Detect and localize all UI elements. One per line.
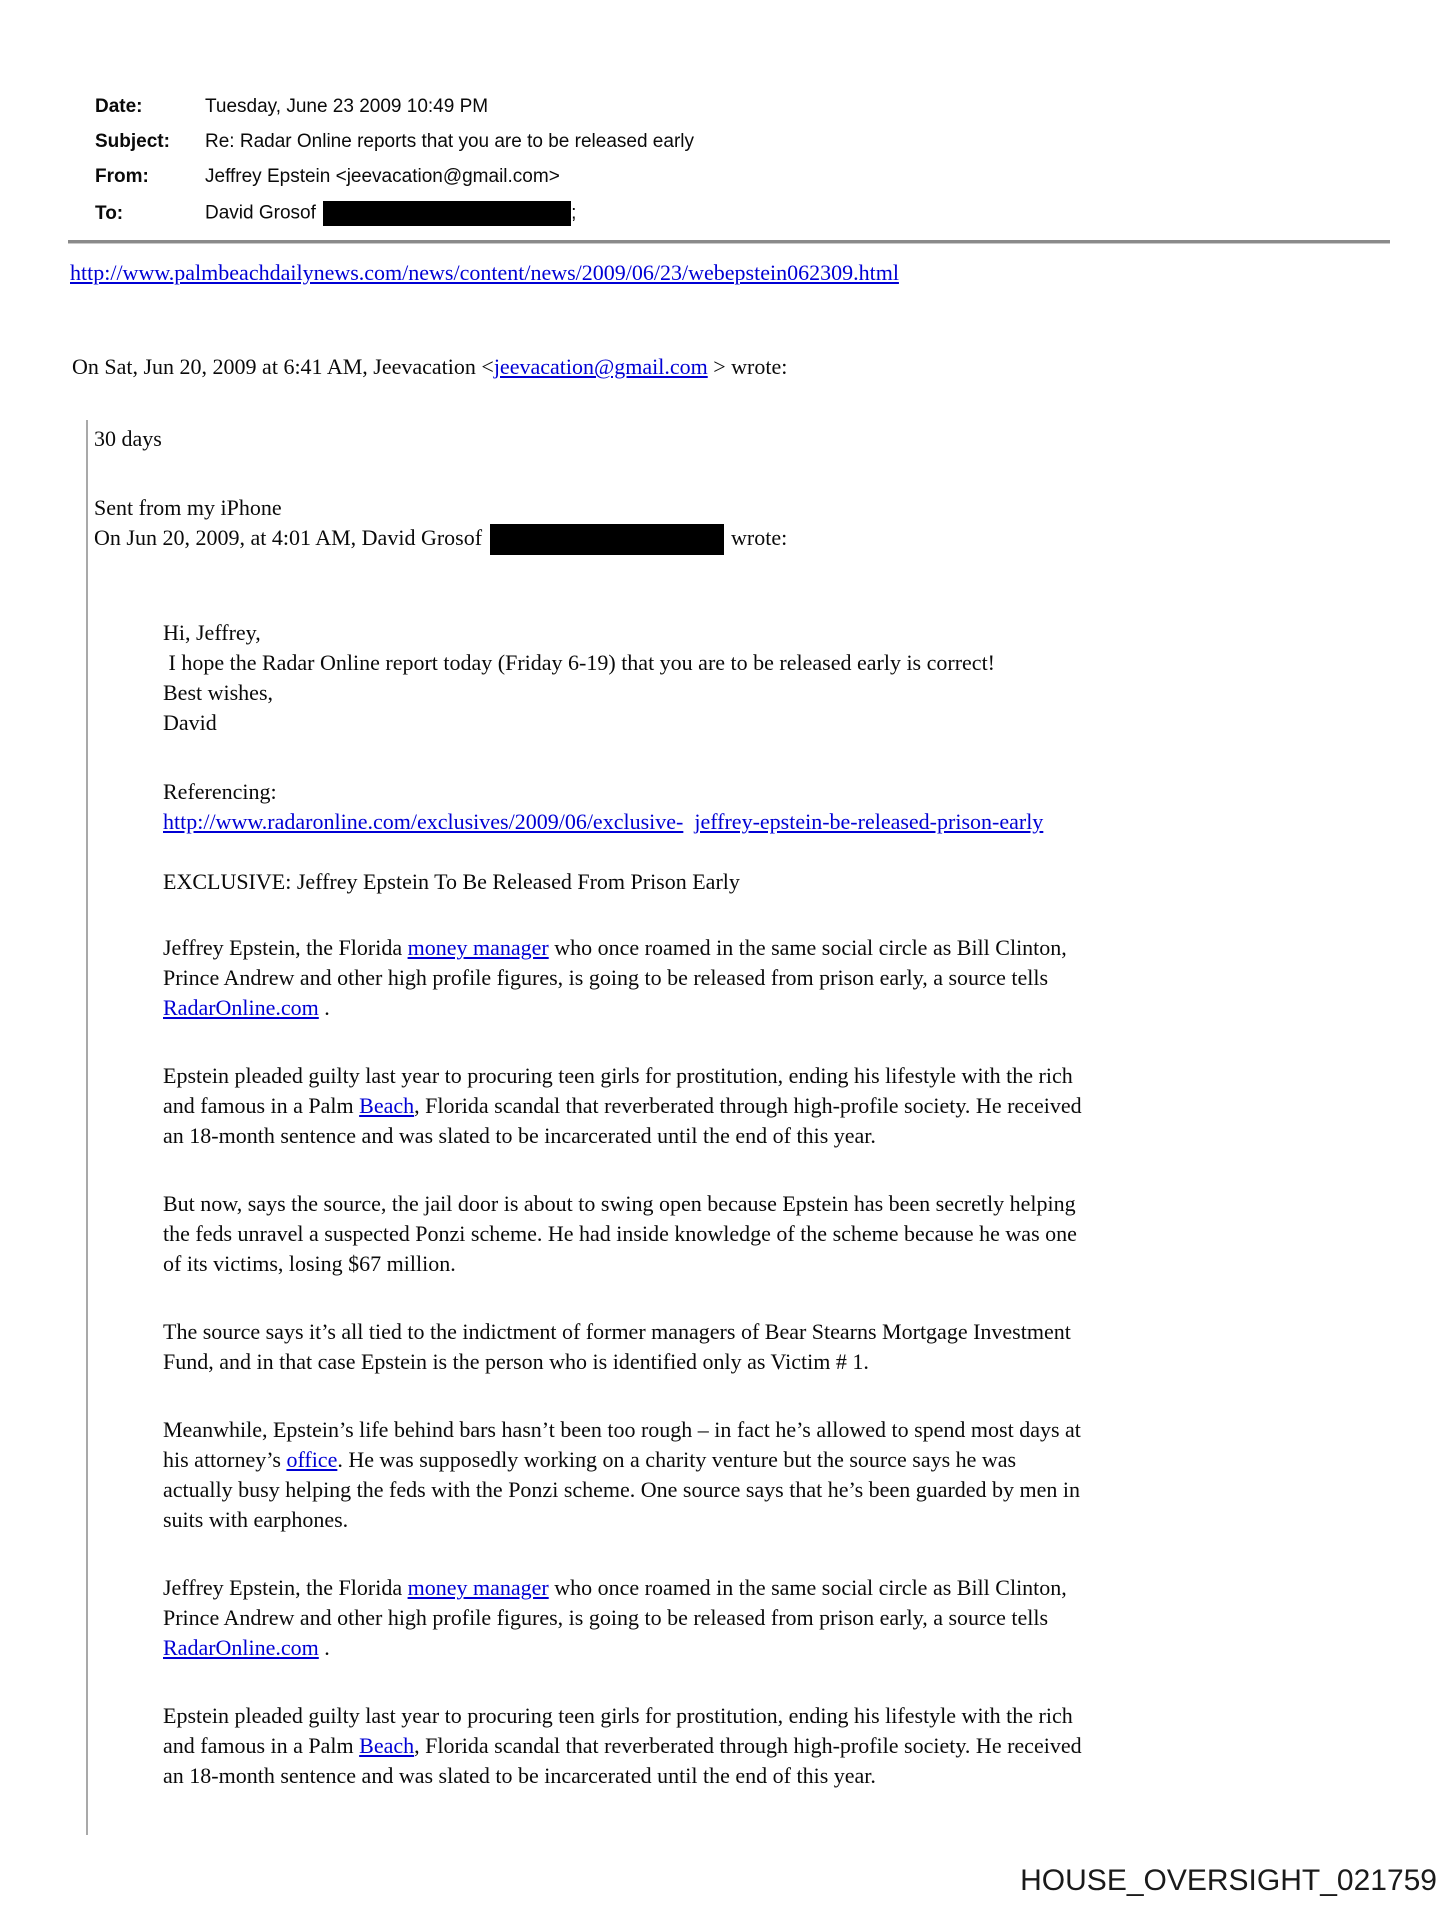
article-paragraph: But now, says the source, the jail door is about to swing open because Epstein has been secretly helping the feds unravel a suspected Ponzi scheme. He had inside knowledge of the scheme because he was one of its victims, losing $67 million. — [163, 1191, 1077, 1277]
redaction-bar — [323, 201, 571, 226]
hyperlink[interactable]: Beach — [359, 1093, 415, 1119]
article-paragraph: Jeffrey Epstein, the Florida money manager who once roamed in the same social circle as Bill Clinton, Prince Andrew and other high profile figures, is going to be released from prison early, a source tells RadarOnline.com . — [163, 935, 1067, 1021]
hyperlink[interactable]: RadarOnline.com — [163, 1635, 319, 1661]
header-field-to — [95, 201, 694, 226]
palmbeach-article-link[interactable]: http://www.palmbeachdailynews.com/news/content/news/2009/06/23/webepstein062309.html — [70, 260, 899, 285]
article-link-line — [70, 258, 899, 288]
redaction-bar — [490, 524, 724, 555]
subject-value: Re: Radar Online reports that you are to be released early — [205, 131, 694, 152]
hyperlink[interactable]: money manager — [407, 935, 549, 961]
article-paragraph: Meanwhile, Epstein’s life behind bars hasn’t been too rough – in fact he’s allowed to spend most days at his attorney’s office. He was supposedly working on a charity venture but the source says he was actually busy helping the feds with the Ponzi scheme. One source says that he’s been guarded by men in suits with earphones. — [163, 1417, 1081, 1533]
quoted-reply — [86, 420, 1254, 1835]
inner-wrote-line: On Jun 20, 2009, at 4:01 AM, David Grosof wrote: — [94, 523, 1254, 555]
article-body — [163, 933, 1223, 1791]
article-headline: EXCLUSIVE: Jeffrey Epstein To Be Released From Prison Early — [163, 869, 740, 895]
iphone-signature: Sent from my iPhone — [94, 495, 282, 520]
to-value — [205, 201, 576, 226]
article-paragraph: Epstein pleaded guilty last year to procuring teen girls for prostitution, ending his lifestyle with the rich and famous in a Palm Beach, Florida scandal that reverberated through high-profile society. He received an 18-month sentence and was slated to be incarcerated until the end of this year. — [163, 1703, 1082, 1789]
to-label: To: — [95, 203, 124, 224]
header-divider — [68, 240, 1390, 244]
reply-text: 30 days — [94, 426, 162, 451]
hyperlink[interactable]: http://www.radaronline.com/exclusives/2009/06/exclusive- — [163, 809, 684, 835]
hyperlink[interactable]: jeffrey-epstein-be-released-prison-early — [694, 809, 1044, 835]
header-field-date — [95, 96, 694, 117]
from-value: Jeffrey Epstein <jeevacation@gmail.com> — [205, 166, 560, 187]
to-recipient-name: David Grosof — [205, 202, 322, 224]
referencing-block: Referencing: http://www.radaronline.com/exclusives/2009/06/exclusive- jeffrey-epstein-be-released-prison-early — [163, 779, 1044, 835]
date-value: Tuesday, June 23 2009 10:49 PM — [205, 96, 489, 117]
forwarded-message — [163, 618, 1223, 1791]
bates-number: HOUSE_OVERSIGHT_021759 — [1020, 1864, 1437, 1897]
subject-label: Subject: — [95, 131, 170, 152]
hyperlink[interactable]: RadarOnline.com — [163, 995, 319, 1021]
greeting-block: Hi, Jeffrey, I hope the Radar Online report today (Friday 6-19) that you are to be released early is correct! Best wishes, David — [163, 620, 996, 736]
wrote-line: On Sat, Jun 20, 2009 at 6:41 AM, Jeevacation <jeevacation@gmail.com > wrote: — [72, 354, 788, 379]
date-label: Date: — [95, 96, 143, 117]
header-field-from — [95, 166, 694, 187]
article-paragraph: The source says it’s all tied to the indictment of former managers of Bear Stearns Mortgage Investment Fund, and in that case Epstein is the person who is identified only as Victim # 1. — [163, 1319, 1071, 1375]
hyperlink[interactable]: money manager — [407, 1575, 549, 1601]
header-field-subject — [95, 131, 694, 152]
article-paragraph: Jeffrey Epstein, the Florida money manager who once roamed in the same social circle as Bill Clinton, Prince Andrew and other high profile figures, is going to be released from prison early, a source tells RadarOnline.com . — [163, 1575, 1067, 1661]
hyperlink[interactable]: Beach — [359, 1733, 415, 1759]
email-header — [95, 96, 694, 240]
hyperlink[interactable]: jeevacation@gmail.com — [493, 354, 708, 379]
from-label: From: — [95, 166, 149, 187]
hyperlink[interactable]: office — [286, 1447, 338, 1473]
article-paragraph: Epstein pleaded guilty last year to procuring teen girls for prostitution, ending his lifestyle with the rich and famous in a Palm Beach, Florida scandal that reverberated through high-profile society. He received an 18-month sentence and was slated to be incarcerated until the end of this year. — [163, 1063, 1082, 1149]
to-value-suffix: ; — [571, 202, 577, 224]
